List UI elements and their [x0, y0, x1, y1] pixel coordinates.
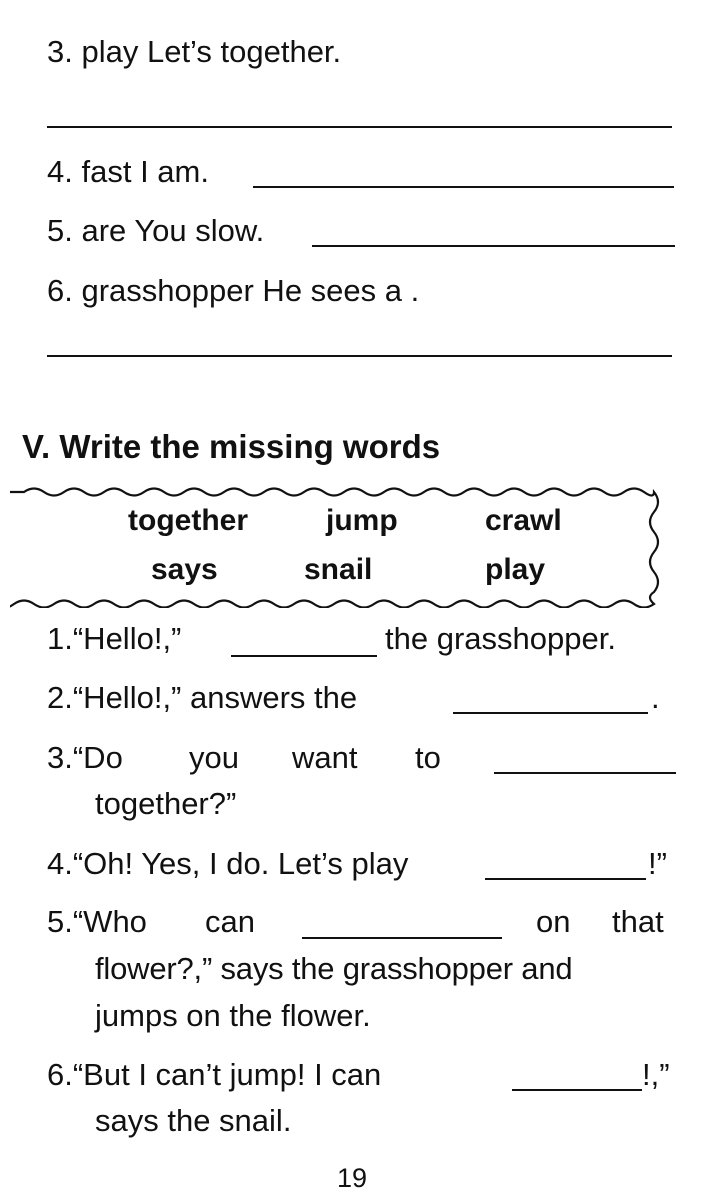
item-number: 1. [47, 621, 73, 656]
word-bank-word: jump [326, 504, 398, 537]
item-word: to [415, 740, 441, 775]
item-v-2 [47, 679, 357, 717]
item-text: play Let’s together. [81, 34, 342, 69]
item-text: fast I am. [81, 154, 209, 189]
item-word: on [536, 904, 571, 939]
page-number: 19 [337, 1163, 368, 1193]
answer-blank-v-2[interactable] [453, 712, 648, 714]
item-iv-3 [47, 33, 341, 71]
item-text: are You slow. [81, 213, 265, 248]
section-heading: V. Write the missing words [22, 428, 441, 465]
item-number: 6. [47, 1057, 73, 1092]
word-bank-word: crawl [485, 504, 562, 537]
item-number: 5. [47, 904, 73, 939]
item-number: 2. [47, 680, 73, 715]
item-v-5 [47, 903, 147, 941]
item-v-1 [47, 620, 181, 658]
item-word: that [612, 904, 664, 939]
item-text-after: !,” [642, 1057, 670, 1092]
answer-line-iv-6[interactable] [47, 355, 672, 357]
item-text: “Oh! Yes, I do. Let’s play [72, 846, 409, 881]
item-text-line3: jumps on the flower. [95, 998, 371, 1033]
item-number: 5. [47, 213, 73, 248]
item-iv-6 [47, 272, 419, 310]
item-v-4 [47, 845, 408, 883]
item-text-line2: together?” [95, 786, 237, 821]
item-text-line2: flower?,” says the grasshopper and [95, 951, 573, 986]
item-number: 3. [47, 740, 73, 775]
item-text: “But I can’t jump! I can [72, 1057, 382, 1092]
item-number: 4. [47, 154, 73, 189]
item-text-after: !” [648, 846, 667, 881]
answer-blank-v-6[interactable] [512, 1089, 642, 1091]
answer-blank-v-1[interactable] [231, 655, 377, 657]
item-iv-4 [47, 153, 209, 191]
item-text: “Who [72, 904, 147, 939]
answer-line-iv-3[interactable] [47, 126, 672, 128]
item-text: “Hello!,” answers the [72, 680, 358, 715]
item-text-after: . [651, 680, 660, 715]
item-text: grasshopper He sees a . [81, 273, 420, 308]
item-iv-5 [47, 212, 264, 250]
word-bank-border [10, 478, 682, 608]
item-v-6 [47, 1056, 381, 1094]
answer-blank-v-3[interactable] [494, 772, 676, 774]
answer-blank-v-4[interactable] [485, 878, 646, 880]
answer-line-iv-4[interactable] [253, 186, 674, 188]
item-number: 4. [47, 846, 73, 881]
word-bank-word: play [485, 553, 546, 586]
item-word: you [189, 740, 239, 775]
item-v-3 [47, 739, 123, 777]
word-bank-word: together [128, 504, 248, 537]
word-bank-word: says [151, 553, 218, 586]
word-bank-word: snail [304, 553, 373, 586]
answer-blank-v-5[interactable] [302, 937, 502, 939]
item-text: “Hello!,” [72, 621, 182, 656]
answer-line-iv-5[interactable] [312, 245, 675, 247]
item-text: “Do [72, 740, 123, 775]
item-word: want [292, 740, 358, 775]
item-number: 6. [47, 273, 73, 308]
item-word: can [205, 904, 255, 939]
item-text-after: the grasshopper. [385, 621, 616, 656]
item-text-line2: says the snail. [95, 1103, 292, 1138]
item-number: 3. [47, 34, 73, 69]
